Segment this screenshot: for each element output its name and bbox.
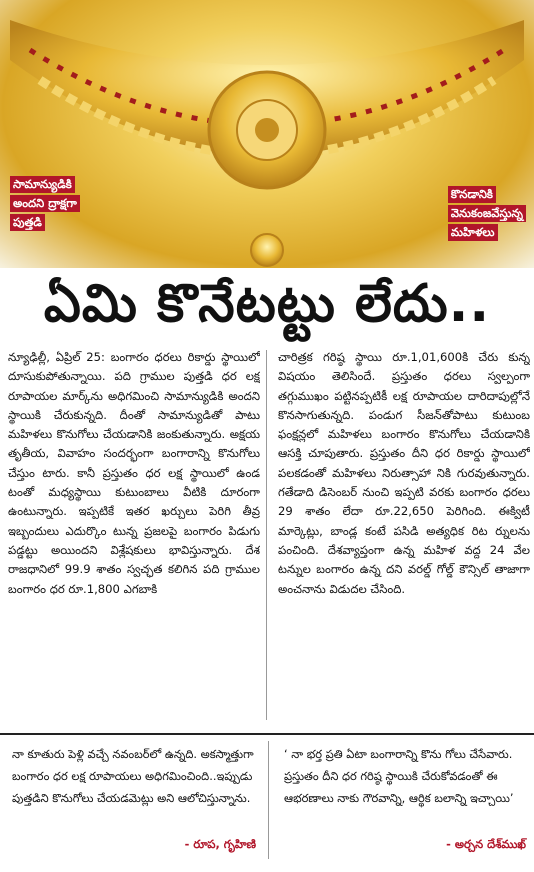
byline-right: - అర్చన దేశ్‌ముఖ్ bbox=[446, 837, 526, 851]
gold-necklace-photo bbox=[0, 0, 534, 268]
article-column-left: న్యూఢిల్లీ, ఏప్రిల్ 25: బంగారం ధరలు రికార్డు స్థాయిలో దూసుకుపోతున్నాయి. పది గ్రాముల పుత్తడి ధర లక్ష రూపాయల మార్క్‌ను అధిగమించి సామాన్యుడికి అందని స్థాయికి చేరుకున్నది. దీంతో సామాన్యుడితో పాటు మహిళలు కొనుగోలు చేయడానికి జంకుతున్నారు. అక్షయ తృతీయ, వివాహం సందర్భంగా బంగారాన్ని కొనుగోలు చేస్తుం టారు. కానీ ప్రస్తుతం ధర లక్ష స్థాయిలో ఉండ టంతో మధ్యస్థాయి కుటుంబాలు వీటికి దూరంగా ఉంటున్నారు. ఇప్పటికే ఇతర ఖర్చులు పెరిగి తీవ్ర ఇబ్బందులు ఎదుర్కొం టున్న ప్రజలపై బంగారం పిడుగు పడ్డట్టు అయిందని విశ్లేషకులు భావిస్తున్నారు. దేశ రాజధానిలో 99.9 శాతం స్వచ్ఛత కలిగిన పది గ్రాముల బంగారం ధర రూ.1,800 ఎగబాకి bbox=[8, 350, 260, 596]
byline-left: - రూప, గృహిణి bbox=[184, 837, 256, 851]
quotes-section bbox=[0, 733, 534, 872]
caption-left-line: పుత్తడి bbox=[10, 214, 45, 231]
quote-right: ‘ నా భర్త ప్రతి ఏటా బంగారాన్ని కొను గోలు చేసేవారు. ప్రస్తుతం దీని ధర గరిష్ఠ స్థాయికి చేరుకోవడంతో ఈ ఆభరణాలు నాకు గౌరవాన్ని, ఆర్థిక బలాన్ని ఇచ్చాయి’ bbox=[284, 747, 514, 805]
article-column-right: చారిత్రక గరిష్ఠ స్థాయి రూ.1,01,600కి చేరు కున్న విషయం తెలిసిందే. ప్రస్తుతం ధరలు స్వల్పంగా తగ్గుముఖం పట్టినప్పటికీ లక్ష రూపాయల దారిదాపుల్లోనే కొనసాగుతున్నది. పండుగ సీజన్‌తోపాటు కుటుంబ ఫంక్షన్లలో మహిళలు బంగారం కొనుగోలు చేయడానికి ఆసక్తి చూపుతారు. ప్రస్తుతం దీని ధర రికార్డు స్థాయిలో పలకడంతో మహిళలు నిరుత్సాహా నికి గురవుతున్నారు. గతేడాది డిసెంబర్ నుంచి ఇప్పటి వరకు బంగారం ధరలు 29 శాతం లేదా రూ.22,650 పెరిగింది. ఈక్విటీ మార్కెట్లు, బాండ్ల కంటే పసిడి అత్యధిక రిట ర్నులను పంచింది. దేశవ్యాప్తంగా ఉన్న మహిళ వద్ద 24 వేల టన్నుల బంగారం ఉన్న దని వరల్డ్ గోల్డ్ కౌన్సిల్ తాజాగా అంచనాను విడుదల చేసింది. bbox=[278, 350, 530, 596]
caption-left-line: అందని ద్రాక్షగా bbox=[10, 195, 80, 212]
quote-left: నా కూతురు పెళ్లి వచ్చే నవంబర్‌లో ఉన్నది. అకస్మాత్తుగా బంగారం ధర లక్ష రూపాయలు అధిగమించింది..ఇప్పుడు పుత్తడిని కొనుగోలు చేయడమెట్లు అని ఆలోచిస్తున్నాను. bbox=[12, 747, 254, 805]
caption-right bbox=[444, 186, 530, 243]
caption-left bbox=[6, 176, 84, 233]
quote-divider bbox=[268, 741, 269, 859]
caption-left-line: సామాన్యుడికి bbox=[10, 176, 75, 193]
caption-right-line: వెనుకంజవేస్తున్న bbox=[448, 205, 526, 222]
caption-right-line: కొనడానికి bbox=[448, 186, 496, 203]
headline: ఏమి కొనేటట్టు లేదు.. bbox=[43, 274, 491, 334]
column-divider bbox=[266, 350, 267, 720]
caption-right-line: మహిళలు bbox=[448, 224, 498, 241]
